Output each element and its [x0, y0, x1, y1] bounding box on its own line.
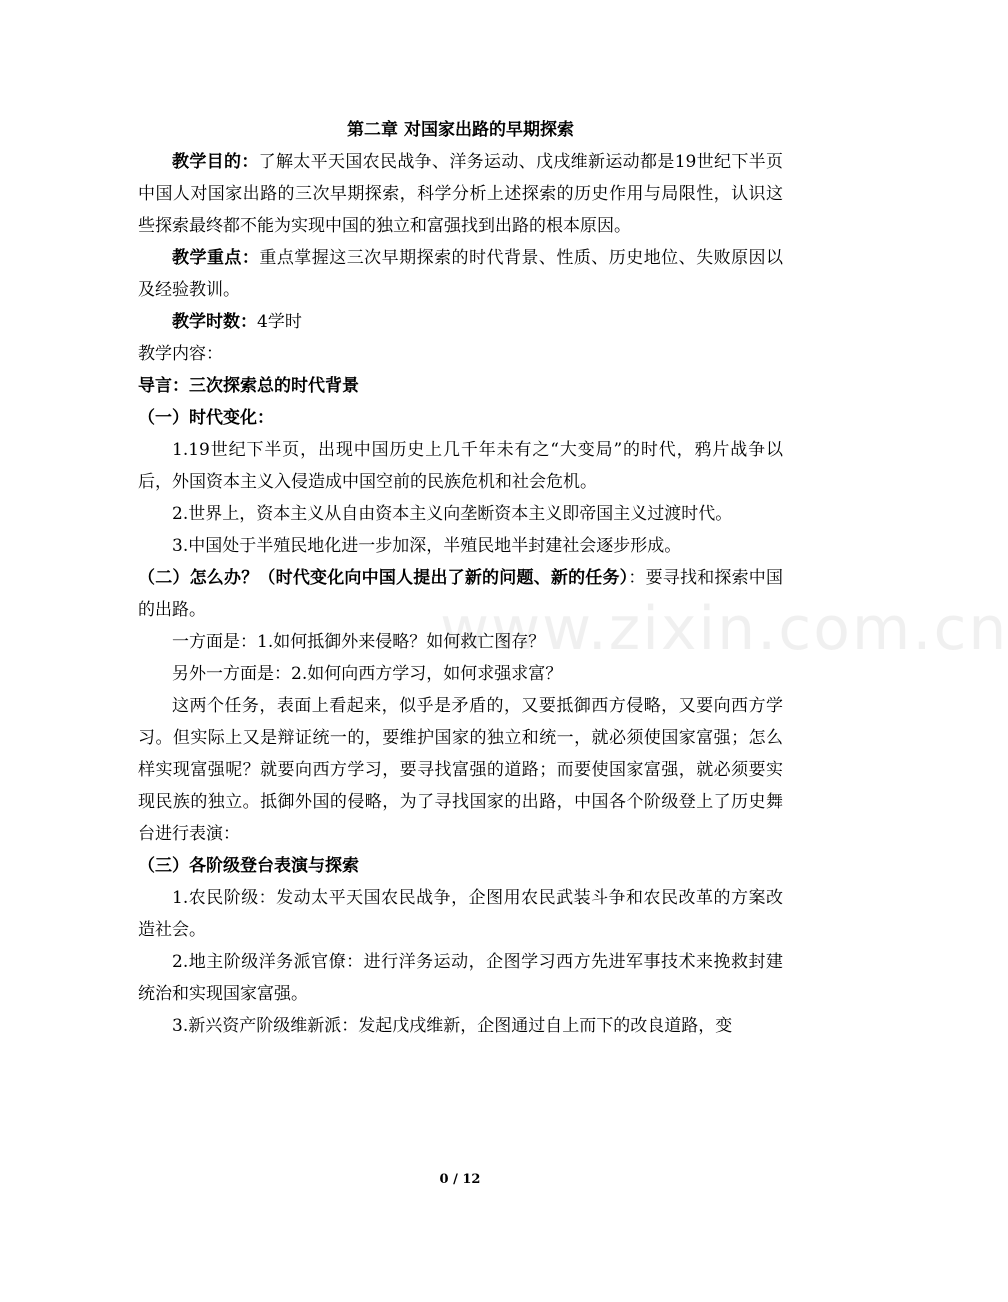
section-2-title: （二）怎么办？（时代变化向中国人提出了新的问题、新的任务）: [138, 568, 629, 588]
teaching-focus: [138, 242, 783, 306]
focus-label: 教学重点：: [172, 248, 260, 268]
section-3-paragraph: 3.新兴资产阶级维新派：发起戊戌维新，企图通过自上而下的改良道路，变: [172, 1016, 733, 1036]
section-2-tail: ：要寻找和探索中国的出路。: [138, 568, 784, 620]
intro-heading: 导言：三次探索总的时代背景: [138, 376, 359, 396]
focus-text: 重点掌握这三次早期探索的时代背景、性质、历史地位、失败原因以及经验教训。: [138, 248, 784, 300]
section-2-paragraph: 另外一方面是：2.如何向西方学习，如何求强求富？: [172, 664, 563, 684]
goal-text: 了解太平天国农民战争、洋务运动、戊戌维新运动都是19世纪下半页中国人对国家出路的三次早期探索，科学分析上述探索的历史作用与局限性，认识这些探索最终都不能为实现中国的独立和富强找到出路的根本原因。: [138, 152, 783, 236]
section-2-paragraph: 一方面是：1.如何抵御外来侵略？如何救亡图存？: [172, 632, 546, 652]
teaching-hours: [138, 306, 783, 338]
goal-label: 教学目的：: [172, 152, 259, 172]
content-label: 教学内容：: [138, 344, 223, 364]
hours-text: 4学时: [257, 312, 302, 332]
section-3-heading: （三）各阶级登台表演与探索: [138, 856, 359, 876]
hours-label: 教学时数：: [172, 312, 257, 332]
chapter-title: 第二章 对国家出路的早期探索: [347, 120, 574, 140]
document-body: [138, 112, 783, 1042]
section-1-paragraph: 3.中国处于半殖民地化进一步加深，半殖民地半封建社会逐步形成。: [172, 536, 682, 556]
section-3-paragraph: 1.农民阶级：发动太平天国农民战争，企图用农民武装斗争和农民改革的方案改造社会。: [138, 888, 783, 940]
section-2-heading: [138, 562, 783, 626]
section-1-paragraph: 2.世界上，资本主义从自由资本主义向垄断资本主义即帝国主义过渡时代。: [172, 504, 733, 524]
section-1-heading: （一）时代变化：: [138, 408, 274, 428]
section-1-paragraph: 1.19世纪下半页，出现中国历史上几千年未有之“大变局”的时代，鸦片战争以后，外国资本主义入侵造成中国空前的民族危机和社会危机。: [138, 440, 783, 492]
teaching-goal: [138, 146, 783, 242]
section-3-paragraph: 2.地主阶级洋务派官僚：进行洋务运动，企图学习西方先进军事技术来挽救封建统治和实现国家富强。: [138, 952, 783, 1004]
watermark: www.zixin.com.cn: [440, 594, 1008, 664]
page-number: 0 / 12: [439, 1172, 481, 1187]
section-2-paragraph: 这两个任务，表面上看起来，似乎是矛盾的，又要抵御西方侵略，又要向西方学习。但实际上又是辩证统一的，要维护国家的独立和统一，就必须使国家富强；怎么样实现富强呢？就要向西方学习，要寻找富强的道路；而要使国家富强，就必须要实现民族的独立。抵御外国的侵略，为了寻找国家的出路，中国各个阶级登上了历史舞台进行表演：: [138, 696, 783, 844]
